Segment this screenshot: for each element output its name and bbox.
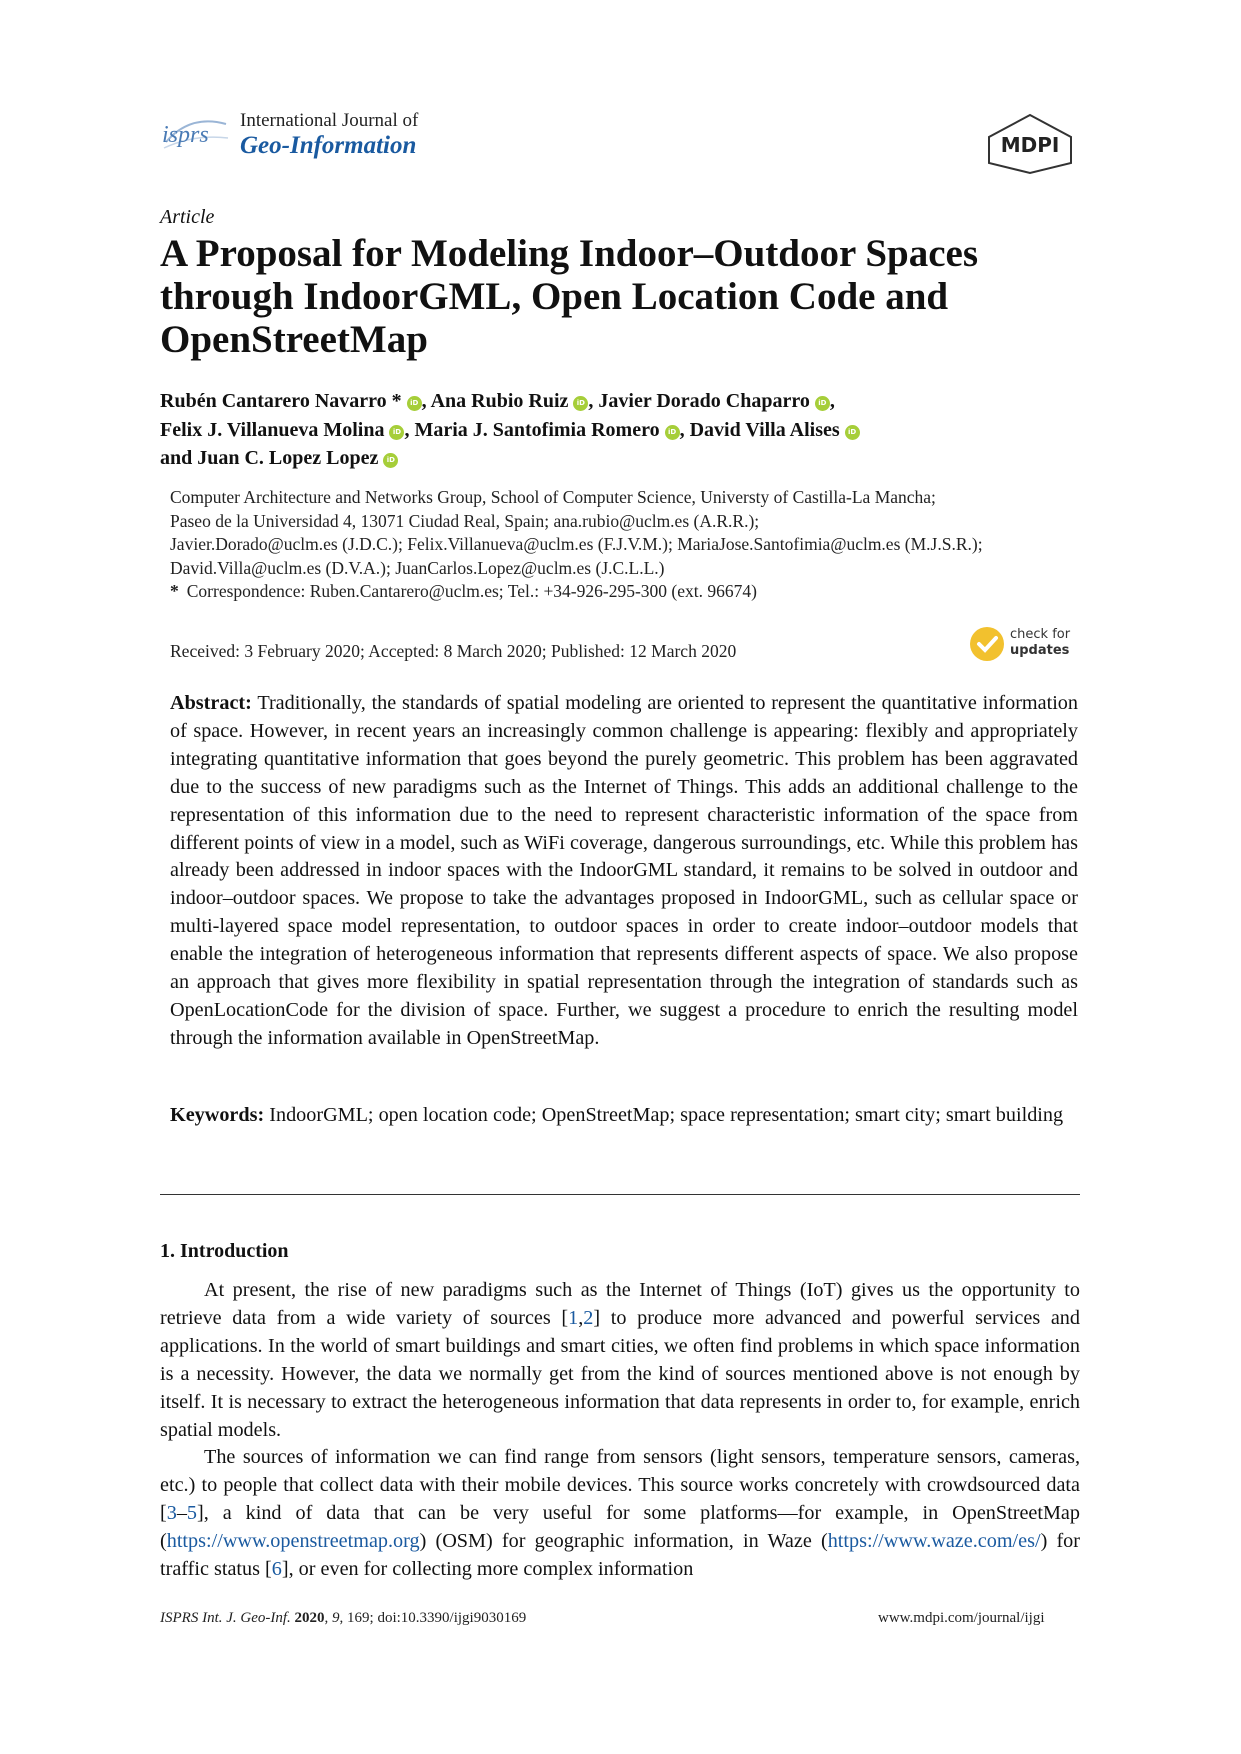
check-icon xyxy=(970,627,1004,661)
author-name: Maria J. Santofimia Romero xyxy=(414,418,660,441)
citation-link[interactable]: 6 xyxy=(271,1558,282,1581)
citation-link[interactable]: 2 xyxy=(583,1306,594,1329)
affiliation-line: David.Villa@uclm.es (D.V.A.); JuanCarlos.Lopez@uclm.es (J.C.L.L.) xyxy=(170,557,665,578)
section-divider xyxy=(160,1194,1080,1195)
orcid-icon[interactable]: iD xyxy=(383,453,398,468)
article-type-label: Article xyxy=(160,206,215,228)
abstract-label: Abstract: xyxy=(170,692,252,714)
footer-journal-url[interactable]: www.mdpi.com/journal/ijgi xyxy=(878,1610,1045,1626)
orcid-icon[interactable]: iD xyxy=(389,425,404,440)
check-for-updates-badge[interactable]: check for updates xyxy=(970,625,1082,665)
footer-citation: ISPRS Int. J. Geo-Inf. 2020, 9, 169; doi:10.3390/ijgi9030169 xyxy=(160,1610,527,1626)
keywords-label: Keywords: xyxy=(170,1104,265,1126)
citation-link[interactable]: 3 xyxy=(166,1502,177,1525)
paragraph: At present, the rise of new paradigms such as the Internet of Things (IoT) gives us the opportunity to retrieve data from a wide variety of sources [1,2] to produce more advanced and powerful services and applications. In the world of smart buildings and smart cities, we often find problems in which space information is a necessity. However, the data we normally get from the kind of sources mentioned above is not enough by itself. It is necessary to extract the heterogeneous information that data represents in order to, for example, enrich spatial models. xyxy=(160,1279,1080,1441)
paper-title: A Proposal for Modeling Indoor–Outdoor Spaces through IndoorGML, Open Location Code and OpenStreetMap xyxy=(160,232,979,361)
citation-link[interactable]: 5 xyxy=(186,1502,198,1525)
author-name: and Juan C. Lopez Lopez xyxy=(160,447,379,469)
paragraph: The sources of information we can find range from sensors (light sensors, temperature sensors, cameras, etc.) to people that collect data with their mobile devices. This source works concretely with crowdsourced data [3–5], a kind of data that can be very useful for some platforms—for example, in OpenStreetMap (https://www.openstreetmap.org) (OSM) for geographic information, in Waze (https://www.waze.com/es/) for traffic status [6], or even for collecting more complex information xyxy=(160,1446,1080,1581)
author-name: Javier Dorado Chaparro xyxy=(598,390,810,412)
isprs-logo-text: isprs xyxy=(162,122,209,148)
orcid-icon[interactable]: iD xyxy=(815,396,830,411)
affiliation-line: Javier.Dorado@uclm.es (J.D.C.); Felix.Villanueva@uclm.es (F.J.V.M.); MariaJose.Santofimia@uclm.es (M.J.S.R.); xyxy=(170,534,983,554)
citation-link[interactable]: 1 xyxy=(568,1306,579,1329)
isprs-logo xyxy=(160,112,232,156)
abstract xyxy=(170,690,1078,1053)
keywords xyxy=(170,1102,1078,1130)
mdpi-logo[interactable] xyxy=(985,113,1075,175)
abstract-text: Traditionally, the standards of spatial modeling are oriented to represent the quantitative information of space. However, in recent years an increasingly common challenge is appearing: flexibly and appropriately integrating quantitative information that goes beyond the purely geometric. This problem has been aggravated due to the success of new paradigms such as the Internet of Things. This adds an additional challenge to the representation of this information due to the need to represent characteristic information of the space from different points of view in a model, such as WiFi coverage, dangerous surroundings, etc. While this problem has already been addressed in indoor spaces with the IndoorGML standard, it remains to be solved in outdoor and indoor–outdoor spaces. We propose to take the advantages proposed in IndoorGML, such as cellular space or multi-layered space model representation, to outdoor spaces in order to create indoor–outdoor models that enable the integration of heterogeneous information that represents different aspects of space. We also propose an approach that gives more flexibility in spatial representation through the integration of standards such as OpenLocationCode for the division of space. Further, we suggest a procedure to enrich the resulting model through the information available in OpenStreetMap. xyxy=(170,692,1078,1049)
publication-dates: Received: 3 February 2020; Accepted: 8 March 2020; Published: 12 March 2020 xyxy=(170,641,737,661)
author-name: Rubén Cantarero Navarro * xyxy=(160,390,402,412)
journal-name-line1: International Journal of xyxy=(240,110,419,131)
affiliation-block xyxy=(170,486,1090,604)
orcid-icon[interactable]: iD xyxy=(407,396,422,411)
section-body xyxy=(160,1277,1080,1584)
author-name: David Villa Alises xyxy=(689,418,840,441)
author-list: Rubén Cantarero Navarro * iD , Ana Rubio Ruiz iD , Javier Dorado Chaparro iD , Felix J. Villanueva Molina iD , Maria J. Santofimia Romero iD , David Villa Alises iD and Juan C. Lopez Lopez iD xyxy=(160,387,1120,473)
journal-name-line2: Geo-Information xyxy=(240,132,417,159)
osm-url-link[interactable]: https://www.openstreetmap.org xyxy=(166,1530,420,1553)
correspondence-line: * Correspondence: Ruben.Cantarero@uclm.es; Tel.: +34-926-295-300 (ext. 96674) xyxy=(170,581,757,601)
orcid-icon[interactable]: iD xyxy=(665,425,680,440)
affiliation-line: Computer Architecture and Networks Group, School of Computer Science, Universty of Castilla-La Mancha; xyxy=(170,487,936,507)
waze-url-link[interactable]: https://www.waze.com/es/ xyxy=(827,1530,1041,1553)
section-heading: 1. Introduction xyxy=(160,1240,289,1262)
orcid-icon[interactable]: iD xyxy=(573,396,588,411)
affiliation-line: Paseo de la Universidad 4, 13071 Ciudad Real, Spain; ana.rubio@uclm.es (A.R.R.); xyxy=(170,510,760,531)
mdpi-logo-text: MDPI xyxy=(1000,133,1060,157)
orcid-icon[interactable]: iD xyxy=(845,425,860,440)
author-name: Ana Rubio Ruiz xyxy=(430,390,569,412)
author-name: Felix J. Villanueva Molina xyxy=(160,418,385,441)
keywords-text: IndoorGML; open location code; OpenStreetMap; space representation; smart city; smart building xyxy=(269,1104,1064,1126)
